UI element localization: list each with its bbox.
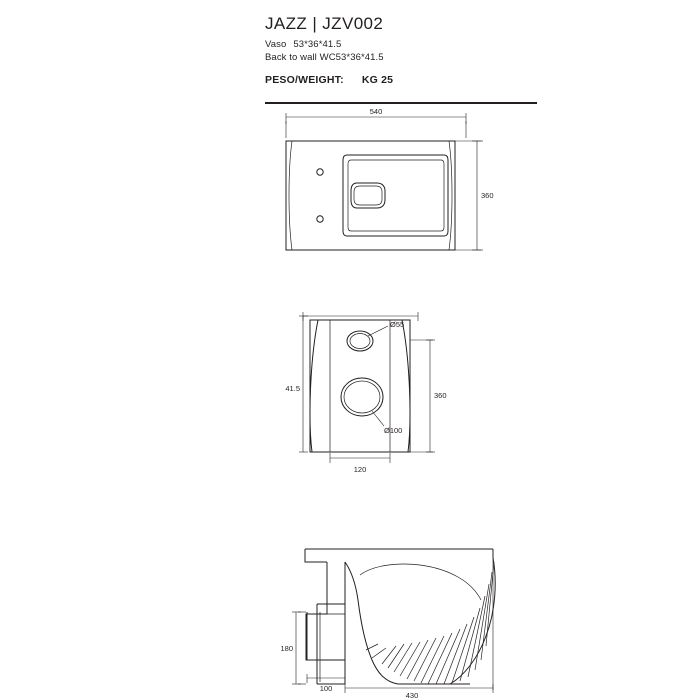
- side-view-inner-width-label: 100: [319, 684, 333, 693]
- front-view-bottom-width-label: 120: [353, 465, 367, 474]
- page-title: JAZZ | JZV002: [265, 14, 384, 33]
- front-view-group: [285, 312, 446, 474]
- top-view-group: [286, 107, 494, 250]
- side-view-total-width-label: 430: [405, 691, 419, 700]
- top-view-width-label: 540: [369, 107, 383, 116]
- product-label-it: Vaso: [265, 39, 287, 50]
- product-dims-en: 53*36*41.5: [335, 52, 384, 63]
- weight-label: PESO/WEIGHT:: [265, 74, 344, 86]
- side-view-height-label: 180: [280, 644, 293, 653]
- weight-value: KG 25: [361, 74, 394, 86]
- front-view-small-hole-label: Ø55: [390, 320, 405, 329]
- front-view-large-hole-label: Ø100: [384, 426, 403, 435]
- product-label-en: Back to wall WC: [265, 52, 336, 63]
- product-dims-it: 53*36*41.5: [293, 39, 342, 50]
- front-view-right-height-label: 360: [434, 391, 447, 400]
- front-view-left-height-label: 41.5: [285, 384, 300, 393]
- top-view-height-label: 360: [481, 191, 494, 200]
- side-view-group: [280, 549, 495, 700]
